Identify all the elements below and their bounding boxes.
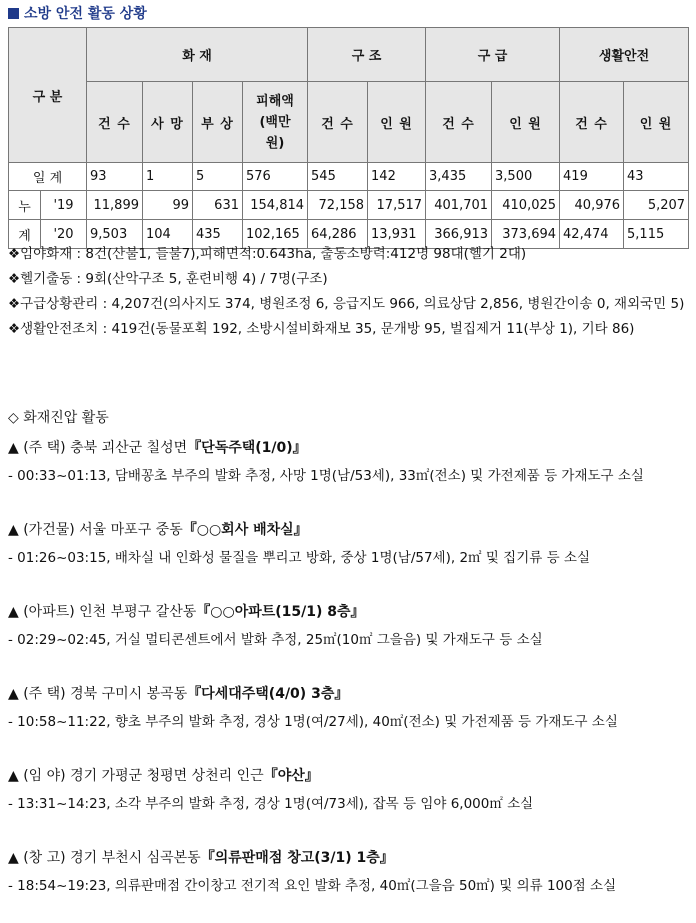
table-cell: 576 [243,163,308,191]
sub-header: 건 수 [560,82,624,163]
incident-detail: - 02:29~02:45, 거실 멀티콘센트에서 발화 추정, 25㎡(10㎡ 그을음) 및 가재도구 등 소실 [8,632,543,648]
title-square-icon [8,8,19,19]
incident-heading [8,847,394,867]
note-line: ❖구급상황관리 : 4,207건(의사지도 374, 병원조정 6, 응급지도 966, 의료상담 2,856, 병원간이송 0, 재외국민 5) [8,296,685,312]
incident-heading [8,519,308,539]
table-cell: 72,158 [308,191,368,220]
table-cell: 401,701 [426,191,492,220]
group-fire: 화 재 [87,28,308,82]
note-line: ❖임야화재 : 8건(산불1, 들불7),피해면적:0.643ha, 출동소방력:412명 98대(헬기 2대) [8,246,527,262]
incident-detail: - 01:26~03:15, 배차실 내 인화성 물질을 뿌리고 방화, 중상 1명(남/57세), 2㎡ 및 집기류 등 소실 [8,550,590,566]
row-label: 일 계 [9,163,87,191]
incident-detail: - 00:33~01:13, 담배꽁초 부주의 발화 추정, 사망 1명(남/53세), 33㎡(전소) 및 가전제품 등 가재도구 소실 [8,468,644,484]
table-cell: 5,115 [624,220,689,249]
incident-heading-text: ▲ (창 고) 경기 부천시 심곡본동 [8,850,201,866]
table-cell: 154,814 [243,191,308,220]
incident-heading [8,683,348,703]
table-cell: 419 [560,163,624,191]
damage-line: 원) [265,135,285,151]
table-cell: 13,931 [368,220,426,249]
section-title: ◇ 화재진압 활동 [8,410,109,426]
row-label: '19 [41,191,87,220]
incident-heading-text: ▲ (가건물) 서울 마포구 중동 [8,522,183,538]
group-rescue: 구 조 [308,28,426,82]
group-life: 생활안전 [560,28,689,82]
table-cell: 42,474 [560,220,624,249]
notes-block [8,243,692,340]
page-title-text: 소방 안전 활동 상황 [24,6,147,22]
table-cell: 104 [143,220,193,249]
incident-heading-text: ▲ (주 택) 경북 구미시 봉곡동 [8,686,188,702]
incident-heading [8,437,307,457]
table-cell: 102,165 [243,220,308,249]
incident-heading-bold: 『○○아파트(15/1) 8층』 [196,604,365,620]
table-row [9,163,689,191]
table-cell: 3,500 [492,163,560,191]
incident-detail: - 10:58~11:22, 향초 부주의 발화 추정, 경상 1명(여/27세), 40㎡(전소) 및 가전제품 등 가재도구 소실 [8,714,618,730]
cum-label: 누 [9,191,41,220]
sub-header: 건 수 [308,82,368,163]
incident-detail: - 13:31~14:23, 소각 부주의 발화 추정, 경상 1명(여/73세), 잡목 등 임야 6,000㎡ 소실 [8,796,534,812]
note-line: ❖헬기출동 : 9회(산악구조 5, 훈련비행 4) / 7명(구조) [8,271,328,287]
incident-heading-bold: 『다세대주택(4/0) 3층』 [187,686,349,702]
table-cell: 142 [368,163,426,191]
table-cell: 1 [143,163,193,191]
incident-heading-bold: 『단독주택(1/0)』 [187,440,307,456]
sub-header: 인 원 [368,82,426,163]
table-cell: 64,286 [308,220,368,249]
table-cell: 11,899 [87,191,143,220]
damage-line: (백만 [259,114,291,130]
sub-header: 건 수 [87,82,143,163]
table-cell: 373,694 [492,220,560,249]
incident-heading [8,765,319,785]
sub-header: 사 망 [143,82,193,163]
incident-heading-text: ▲ (임 야) 경기 가평군 청평면 상천리 인근 [8,768,264,784]
sub-header: 인 원 [492,82,560,163]
sub-header: 건 수 [426,82,492,163]
stats-table [8,27,689,249]
table-cell: 40,976 [560,191,624,220]
incident-heading [8,601,365,621]
sub-header: 부 상 [193,82,243,163]
sub-header-damage [243,82,308,163]
table-cell: 5,207 [624,191,689,220]
table-cell: 3,435 [426,163,492,191]
cum-label: 계 [9,220,41,249]
table-cell: 410,025 [492,191,560,220]
page-title [8,3,147,23]
table-cell: 366,913 [426,220,492,249]
table-cell: 43 [624,163,689,191]
table-cell: 93 [87,163,143,191]
sub-header: 인 원 [624,82,689,163]
table-cell: 631 [193,191,243,220]
corner-header: 구 분 [9,28,87,163]
table-cell: 17,517 [368,191,426,220]
table-cell: 545 [308,163,368,191]
group-ems: 구 급 [426,28,560,82]
table-cell: 5 [193,163,243,191]
table-cell: 435 [193,220,243,249]
incident-heading-text: ▲ (주 택) 충북 괴산군 칠성면 [8,440,188,456]
damage-line: 피해액 [256,93,294,109]
incident-detail: - 18:54~19:23, 의류판매점 간이창고 전기적 요인 발화 추정, 40㎡(그을음 50㎡) 및 의류 100점 소실 [8,878,617,894]
incident-heading-bold: 『의류판매점 창고(3/1) 1층』 [200,850,394,866]
incident-heading-bold: 『야산』 [263,768,319,784]
table-cell: 9,503 [87,220,143,249]
note-line: ❖생활안전조치 : 419건(동물포획 192, 소방시설비화재보 35, 문개방 95, 벌집제거 11(부상 1), 기타 86) [8,321,635,337]
incident-heading-bold: 『○○회사 배차실』 [182,522,308,538]
row-label: '20 [41,220,87,249]
table-row [9,191,689,220]
incident-heading-text: ▲ (아파트) 인천 부평구 갈산동 [8,604,197,620]
table-cell: 99 [143,191,193,220]
